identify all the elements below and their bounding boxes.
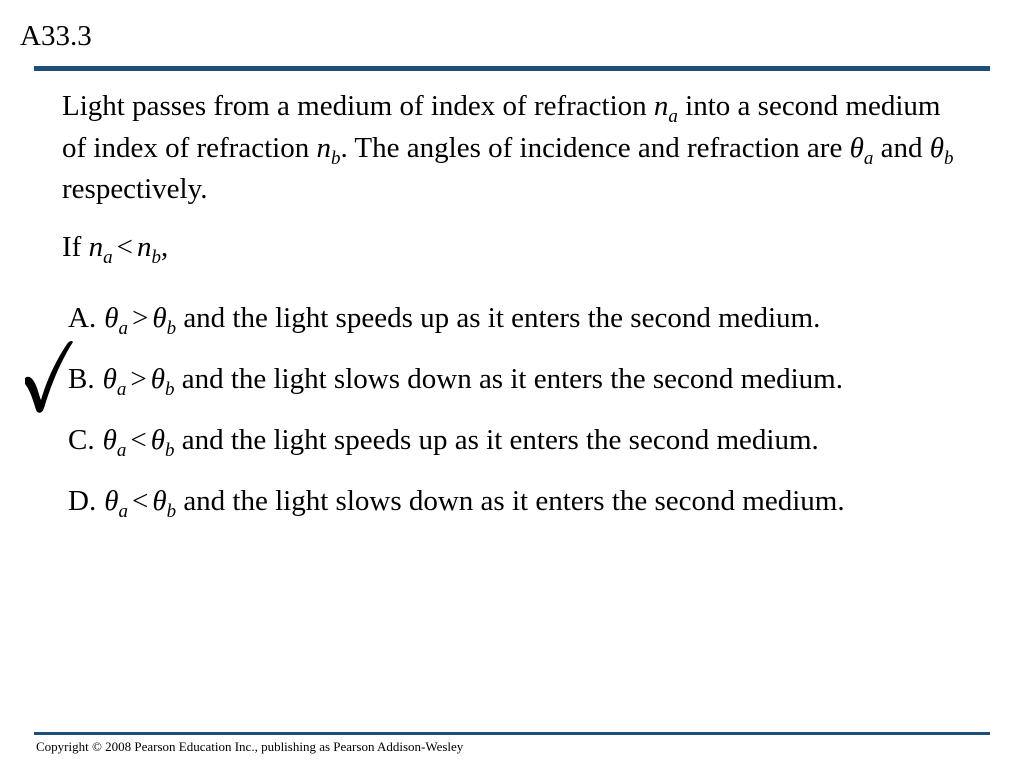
choice-right-subscript: b — [166, 501, 177, 522]
theta-a-subscript: a — [863, 147, 874, 169]
choice-text: and the light speeds up as it enters the second medium. — [176, 302, 821, 334]
choice-theta-right: θ — [150, 424, 165, 456]
condition-n-right: n — [136, 231, 152, 263]
condition-left-subscript: a — [103, 247, 113, 268]
choice-operator: < — [131, 485, 149, 517]
choice-theta-left: θ — [104, 302, 119, 334]
choice-theta-right: θ — [152, 302, 167, 334]
choice-left-subscript: a — [118, 501, 128, 522]
bottom-divider — [34, 732, 990, 735]
choice-theta-right: θ — [150, 363, 165, 395]
na-subscript: a — [668, 106, 678, 127]
question-and: and — [873, 131, 930, 164]
question-text — [62, 86, 962, 211]
choice-b — [68, 359, 1008, 420]
choice-a — [68, 298, 1008, 359]
condition-comma: , — [160, 231, 169, 263]
choice-text: and the light slows down as it enters the second medium. — [176, 485, 845, 517]
choice-left-subscript: a — [116, 379, 127, 400]
choice-operator: > — [131, 302, 149, 334]
choice-theta-right: θ — [152, 485, 167, 517]
choice-letter: D. — [68, 485, 97, 517]
choice-operator: > — [130, 363, 147, 395]
top-divider — [34, 66, 990, 71]
choice-letter: B. — [68, 363, 95, 395]
choice-letter: C. — [68, 424, 95, 456]
nb-symbol: n — [316, 131, 331, 164]
copyright-footer: Copyright © 2008 Pearson Education Inc., publishing as Pearson Addison-Wesley — [36, 739, 464, 754]
choice-text: and the light speeds up as it enters the second medium. — [174, 424, 819, 456]
choice-c — [68, 420, 1008, 481]
question-part-4: respectively. — [62, 173, 208, 205]
choice-theta-left: θ — [102, 424, 117, 456]
choice-right-subscript: b — [164, 440, 175, 461]
choice-theta-left: θ — [102, 363, 117, 395]
choice-right-subscript: b — [166, 318, 177, 339]
nb-subscript: b — [330, 147, 341, 169]
choice-d — [68, 481, 1008, 542]
question-part-3: . The angles of incidence and refraction are — [340, 131, 850, 164]
condition-right-subscript: b — [151, 247, 161, 268]
choice-text: and the light slows down as it enters the second medium. — [174, 363, 843, 395]
condition-n-left: n — [88, 231, 104, 263]
slide-id: A33.3 — [20, 20, 92, 52]
theta-b-subscript: b — [943, 147, 954, 169]
choice-left-subscript: a — [116, 440, 127, 461]
choice-right-subscript: b — [164, 379, 175, 400]
condition-line — [62, 227, 168, 267]
choice-operator: < — [130, 424, 147, 456]
question-part-1: Light passes from a medium of index of refraction — [62, 90, 654, 122]
question-part-2: into a second medium of index of refraction — [62, 90, 941, 164]
checkmark-icon — [22, 338, 74, 414]
na-symbol: n — [653, 90, 669, 122]
choice-left-subscript: a — [118, 318, 128, 339]
choice-letter: A. — [68, 302, 97, 334]
answer-choices — [68, 298, 1008, 542]
condition-operator: < — [116, 231, 133, 263]
choice-theta-left: θ — [104, 485, 119, 517]
condition-if: If — [62, 231, 89, 263]
theta-b-symbol: θ — [929, 131, 944, 164]
theta-a-symbol: θ — [849, 131, 864, 164]
